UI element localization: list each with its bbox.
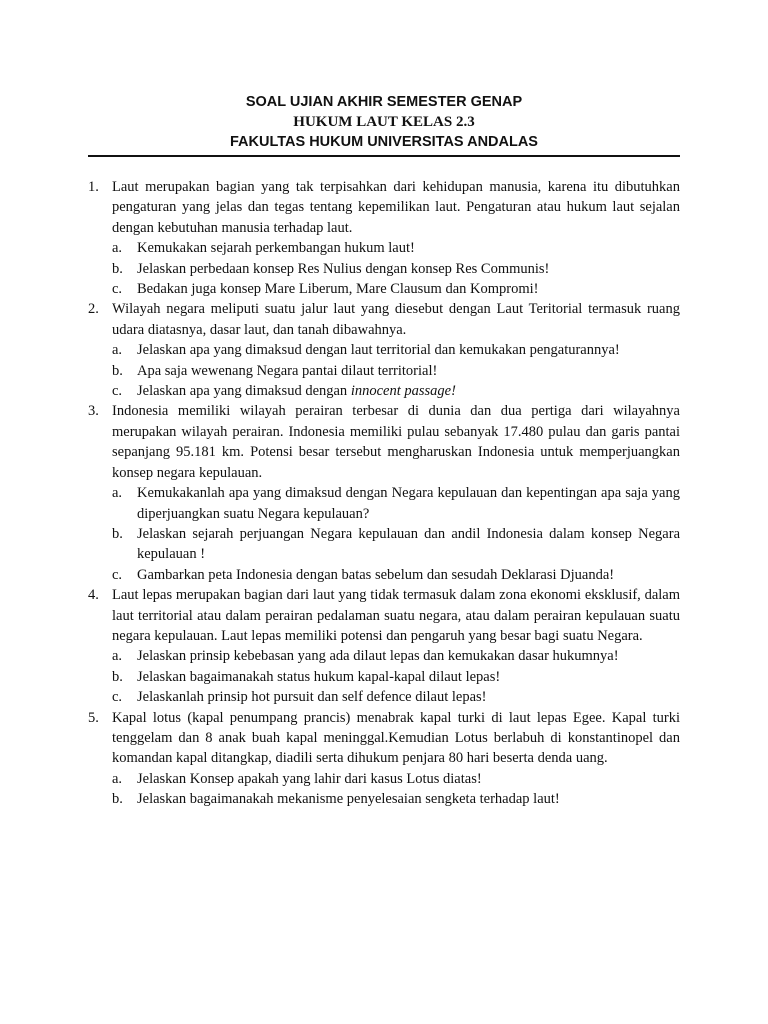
sub-question (112, 279, 680, 299)
sub-question-text: Kemukakanlah apa yang dimaksud dengan Negara kepulauan dan kepentingan apa saja yang diperjuangkan suatu Negara kepulauan? (137, 485, 680, 522)
question-number: 5. (88, 709, 99, 726)
sub-question-text: Jelaskan bagaimanakah status hukum kapal-kapal dilaut lepas! (137, 668, 501, 685)
sub-question (112, 687, 680, 707)
question-number: 4. (88, 587, 99, 604)
sub-question-letter: b. (112, 791, 123, 808)
question-text: Indonesia memiliki wilayah perairan terbesar di dunia dan dua pertiga dari wilayahnya merupakan wilayah perairan. Indonesia memiliki pulau sebanyak 17.480 pulau dan garis pantai sepanjang 95.181 km. Potensi besar tersebut mengharuskan Indonesia untuk memperjuangkan konsep negara kepulauan. (112, 403, 680, 481)
sub-question (112, 259, 680, 279)
sub-question-text: Apa saja wewenang Negara pantai dilaut territorial! (137, 362, 438, 379)
sub-question-text: Bedakan juga konsep Mare Liberum, Mare Clausum dan Kompromi! (137, 281, 539, 298)
question-text: Laut lepas merupakan bagian dari laut yang tidak termasuk dalam zona ekonomi eksklusif, dalam laut territorial atau dalam perairan pedalaman suatu negara, atau dalam perairan kepulauan suatu negara kepulauan. Laut lepas memiliki potensi dan pengaruh yang besar bagi suatu Negara. (112, 587, 680, 644)
sub-question-letter: a. (112, 342, 123, 359)
question-item (88, 401, 680, 585)
sub-question (112, 524, 680, 565)
sub-question (112, 238, 680, 258)
sub-question (112, 667, 680, 687)
sub-question-text: Jelaskan apa yang dimaksud dengan (137, 383, 351, 400)
sub-question-text: Jelaskan Konsep apakah yang lahir dari kasus Lotus diatas! (137, 770, 482, 787)
sub-question (112, 646, 680, 666)
question-item (88, 585, 680, 707)
sub-question-letter: c. (112, 281, 123, 298)
question-text: Kapal lotus (kapal penumpang prancis) menabrak kapal turki di laut lepas Egee. Kapal turki tenggelam dan 8 anak buah kapal meninggal.Kemudian Lotus berlabuh di konstantinopel dan komandan kapal ditangkap, diadili serta dihukum penjara 80 hari beserta denda uang. (112, 709, 680, 767)
exam-subtitle: HUKUM LAUT KELAS 2.3 (293, 114, 475, 130)
question-number: 3. (88, 403, 99, 420)
sub-question-letter: a. (112, 240, 123, 257)
exam-header (88, 92, 680, 152)
question-number: 2. (88, 301, 99, 318)
sub-question (112, 483, 680, 524)
sub-question-letter: b. (112, 362, 123, 379)
sub-question-text: Jelaskanlah prinsip hot pursuit dan self defence dilaut lepas! (137, 689, 487, 706)
sub-question-letter: c. (112, 383, 123, 400)
sub-question-text: Jelaskan bagaimanakah mekanisme penyelesaian sengketa terhadap laut! (137, 791, 560, 808)
exam-title: SOAL UJIAN AKHIR SEMESTER GENAP (245, 94, 523, 110)
sub-question (112, 361, 680, 381)
sub-question-italic-text: innocent passage! (350, 383, 456, 400)
sub-question-letter: b. (112, 668, 123, 685)
question-item (88, 708, 680, 810)
sub-question (112, 381, 680, 401)
sub-question-letter: c. (112, 566, 123, 583)
sub-question-letter: b. (112, 525, 123, 542)
sub-question-text: Gambarkan peta Indonesia dengan batas sebelum dan sesudah Deklarasi Djuanda! (137, 566, 615, 583)
sub-question (112, 340, 680, 360)
sub-question-text: Jelaskan sejarah perjuangan Negara kepulauan dan andil Indonesia dalam konsep Negara kepulauan ! (137, 525, 680, 563)
sub-question-letter: a. (112, 648, 123, 665)
header-divider (88, 155, 680, 157)
sub-question-text: Jelaskan apa yang dimaksud dengan laut territorial dan kemukakan pengaturannya! (137, 342, 620, 359)
question-item (88, 299, 680, 401)
sub-question-letter: a. (112, 485, 123, 502)
sub-question-text: Jelaskan prinsip kebebasan yang ada dilaut lepas dan kemukakan dasar hukumnya! (137, 648, 619, 665)
sub-question (112, 789, 680, 809)
sub-question-letter: a. (112, 770, 123, 787)
question-text: Wilayah negara meliputi suatu jalur laut yang diesebut dengan Laut Teritorial termasuk ruang udara diatasnya, dasar laut, dan tanah dibawahnya. (112, 301, 680, 338)
sub-question (112, 769, 680, 789)
question-text: Laut merupakan bagian yang tak terpisahkan dari kehidupan manusia, karena itu dibutuhkan pengaturan yang jelas dan tegas tentang kepemilikan laut. Pengaturan atau hukum laut sejalan dengan kebutuhan manusia terhadap laut. (112, 179, 680, 236)
sub-question-letter: c. (112, 689, 123, 706)
question-number: 1. (88, 179, 99, 195)
sub-question-letter: b. (112, 260, 123, 277)
faculty-name: FAKULTAS HUKUM UNIVERSITAS ANDALAS (230, 134, 538, 150)
sub-question-text: Kemukakan sejarah perkembangan hukum laut! (137, 240, 415, 257)
sub-question (112, 565, 680, 585)
question-item (88, 177, 680, 299)
question-list (88, 177, 680, 810)
sub-question-text: Jelaskan perbedaan konsep Res Nulius dengan konsep Res Communis! (137, 260, 550, 277)
